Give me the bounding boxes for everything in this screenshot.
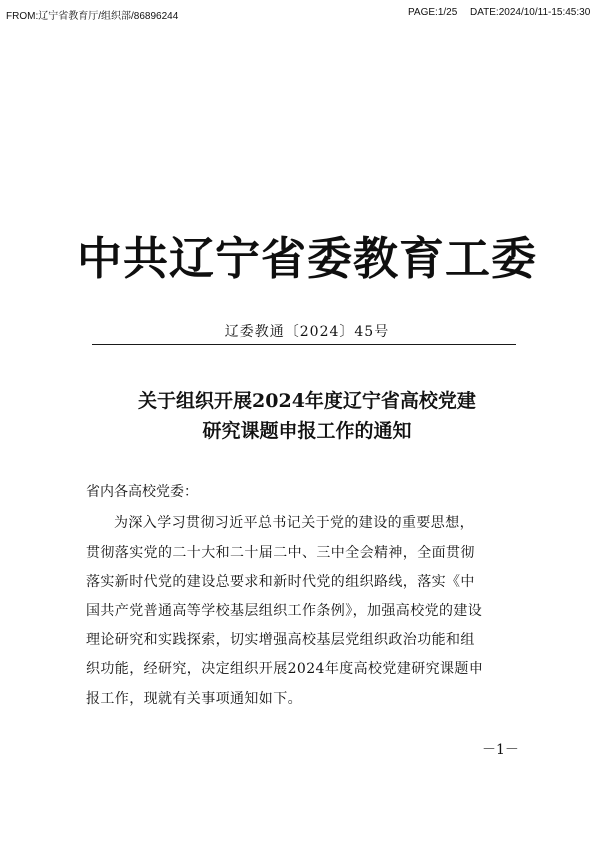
body-line: 贯彻落实党的二十大和二十届二中、三中全会精神，全面贯彻 [86, 545, 475, 561]
body-line: 国共产党普通高等学校基层组织工作条例》，加强高校党的建设 [86, 603, 483, 619]
fax-date: DATE:2024/10/11-15:45:30 [470, 7, 591, 18]
salutation: 省内各高校党委： [86, 484, 198, 500]
document-title-line-2: 研究课题申报工作的通知 [202, 420, 412, 442]
document-number: 辽委教通〔2024〕45号 [224, 324, 390, 340]
separator-rule [92, 344, 516, 345]
body-line: 织功能，经研究，决定组织开展2024年度高校党建研究课题申 [86, 661, 484, 677]
fax-from: FROM:辽宁省教育厅/组织部/86896244 [6, 11, 179, 22]
fax-header [0, 7, 614, 21]
body-line: 报工作，现就有关事项通知如下。 [86, 691, 302, 707]
page-number: －1－ [482, 742, 519, 758]
body-line: 理论研究和实践探索，切实增强高校基层党组织政治功能和组 [86, 632, 475, 648]
document-title-line-1: 关于组织开展2024年度辽宁省高校党建 [138, 390, 476, 412]
body-line: 落实新时代党的建设总要求和新时代党的组织路线，落实《中 [86, 574, 475, 590]
fax-page-count: PAGE:1/25 [408, 7, 458, 18]
body-line: 为深入学习贯彻习近平总书记关于党的建设的重要思想， [114, 515, 474, 531]
document-issuer-heading: 中共辽宁省委教育工委 [76, 232, 537, 285]
